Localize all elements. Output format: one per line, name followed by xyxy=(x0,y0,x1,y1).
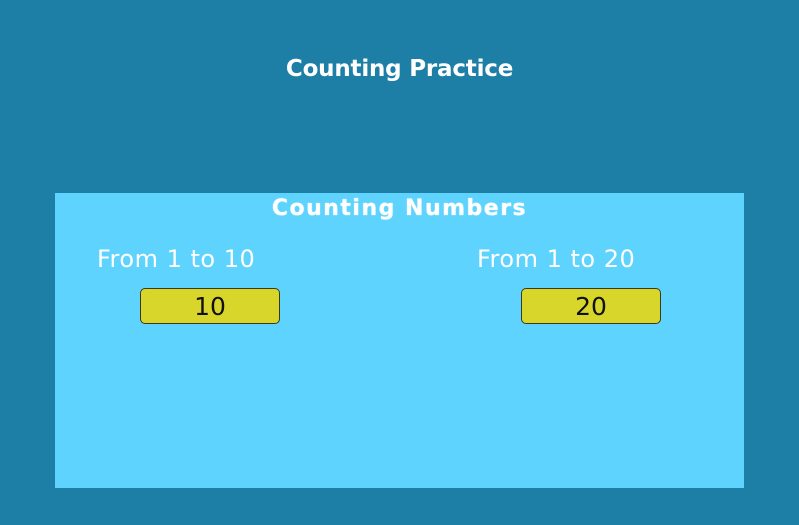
panel-title: Counting Numbers xyxy=(271,196,528,221)
option-label-1-to-20: From 1 to 20 xyxy=(477,245,636,273)
option-label-1-to-10: From 1 to 10 xyxy=(97,245,256,273)
counting-panel xyxy=(55,193,744,488)
count-to-10-button[interactable]: 10 xyxy=(140,288,280,324)
page-title: Counting Practice xyxy=(285,56,514,82)
count-to-20-button[interactable]: 20 xyxy=(521,288,661,324)
